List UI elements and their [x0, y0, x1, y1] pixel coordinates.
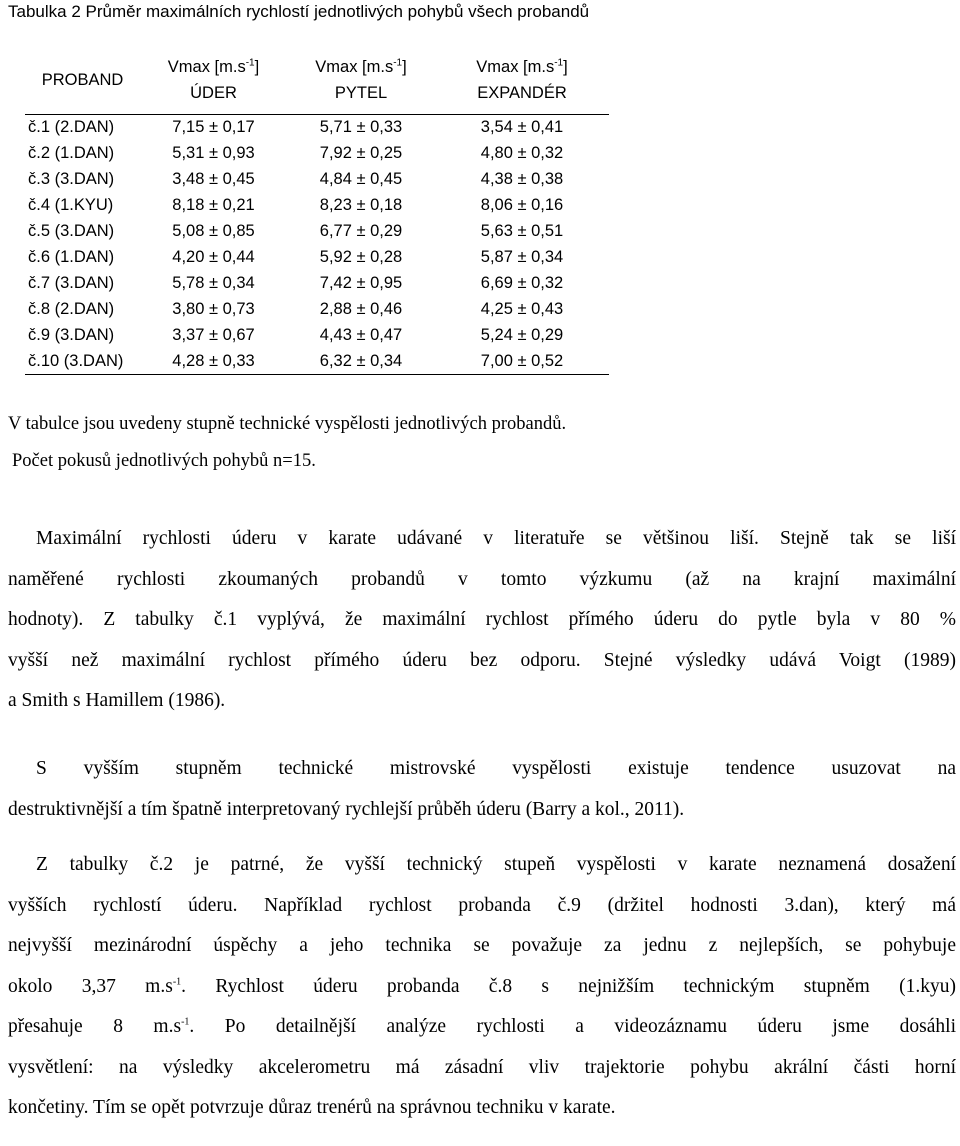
pytel-cell: 4,84 ± 0,45 — [319, 169, 403, 188]
pytel-cell: 6,32 ± 0,34 — [287, 349, 435, 375]
expander-cell: 5,87 ± 0,34 — [480, 248, 564, 267]
text-line: vysvětlení: na výsledky akcelerometru má zásadní vliv trajektorie pohybu akrální části horní — [8, 1056, 956, 1078]
table-row — [25, 271, 609, 297]
table-row — [25, 114, 609, 140]
table-note-trials: Počet pokusů jednotlivých pohybů n=15. — [12, 451, 316, 471]
uder-cell: 4,20 ± 0,44 — [172, 248, 255, 267]
text-line: destruktivnější a tím špatně interpretovaný rychlejší průběh úderu (Barry a kol., 2011). — [8, 798, 685, 820]
expander-cell: 8,06 ± 0,16 — [480, 195, 564, 214]
pytel-cell: 5,92 ± 0,28 — [319, 248, 403, 267]
header-pytel: Vmax $[m.s^{-1}]$ PYTEL — [315, 57, 407, 102]
expander-cell: 4,38 ± 0,38 — [480, 169, 564, 188]
proband-cell: č.10 (3.DAN) — [25, 349, 140, 375]
proband-cell: č.8 (2.DAN) — [28, 300, 115, 319]
text-line: končetiny. Tím se opět potvrzuje důraz trenérů na správnou techniku v karate. — [8, 1097, 616, 1118]
text-line: nejvyšší mezinárodní úspěchy a jeho technika se považuje za jednu z nejlepších, se pohybuje — [8, 935, 956, 956]
uder-cell: 3,37 ± 0,67 — [172, 326, 255, 345]
uder-cell: 7,15 ± 0,17 — [140, 114, 287, 140]
pytel-cell: 4,43 ± 0,47 — [319, 326, 403, 345]
paragraph-3 — [8, 845, 956, 1129]
table-row — [25, 349, 609, 375]
uder-cell: 3,48 ± 0,45 — [172, 169, 255, 188]
proband-cell: č.1 (2.DAN) — [25, 114, 140, 140]
table-row — [25, 192, 609, 218]
proband-cell: č.9 (3.DAN) — [28, 326, 115, 345]
table-row — [25, 140, 609, 166]
pytel-cell: 7,92 ± 0,25 — [319, 143, 403, 162]
table-row — [25, 297, 609, 323]
text-line: vyšší než maximální rychlost přímého úderu bez odporu. Stejné výsledky udává Voigt (1989) — [8, 649, 956, 671]
pytel-cell: 8,23 ± 0,18 — [319, 195, 403, 214]
paragraph-1 — [8, 519, 956, 722]
paragraph-2 — [8, 749, 956, 830]
table-header-row — [25, 46, 609, 114]
uder-cell: 8,18 ± 0,21 — [172, 195, 255, 214]
table-row — [25, 218, 609, 244]
expander-cell: 4,25 ± 0,43 — [480, 300, 564, 319]
uder-cell: 5,08 ± 0,85 — [172, 221, 255, 240]
expander-cell: 7,00 ± 0,52 — [435, 349, 609, 375]
text-line: vyšších rychlostí úderu. Například rychlost probanda č.9 (držitel hodnosti 3.dan), který má — [8, 894, 956, 916]
text-line: okolo 3,37 $m.s^{-1}$. Rychlost úderu probanda č.8 s nejnižším technickým stupněm (1.kyu) — [8, 975, 956, 997]
uder-cell: 4,28 ± 0,33 — [140, 349, 287, 375]
table-note-ranks: V tabulce jsou uvedeny stupně technické vyspělosti jednotlivých probandů. — [8, 414, 567, 434]
table-row — [25, 244, 609, 270]
expander-cell: 5,63 ± 0,51 — [480, 221, 564, 240]
text-line: S vyšším stupněm technické mistrovské vyspělosti existuje tendence usuzovat na — [36, 758, 956, 779]
header-proband: PROBAND — [41, 70, 124, 89]
pytel-cell: 5,71 ± 0,33 — [287, 114, 435, 140]
table-row — [25, 166, 609, 192]
table-row — [25, 323, 609, 349]
expander-cell: 6,69 ± 0,32 — [480, 274, 564, 293]
text-line: Z tabulky č.2 je patrné, že vyšší technický stupeň vyspělosti v karate neznamená dosažení — [36, 854, 956, 875]
proband-cell: č.3 (3.DAN) — [28, 169, 115, 188]
proband-cell: č.7 (3.DAN) — [28, 274, 115, 293]
pytel-cell: 7,42 ± 0,95 — [319, 274, 403, 293]
text-line: přesahuje 8 $m.s^{-1}$. Po detailnější analýze rychlosti a videozáznamu úderu jsme dosáhli — [8, 1016, 956, 1037]
header-uder: Vmax $[m.s^{-1}]$ ÚDER — [167, 57, 260, 102]
proband-cell: č.4 (1.KYU) — [28, 195, 114, 214]
expander-cell: 3,54 ± 0,41 — [435, 114, 609, 140]
table-caption: Tabulka 2 Průměr maximálních rychlostí jednotlivých pohybů všech probandů — [8, 2, 590, 21]
text-line: naměřené rychlosti zkoumaných probandů v tomto výzkumu (až na krajní maximální — [8, 568, 956, 590]
uder-cell: 5,78 ± 0,34 — [172, 274, 255, 293]
text-line: a Smith s Hamillem (1986). — [8, 690, 226, 711]
text-line: hodnoty). Z tabulky č.1 vyplývá, že maximální rychlost přímého úderu do pytle byla v 80 % — [8, 609, 956, 630]
header-expander: Vmax $[m.s^{-1}]$ EXPANDÉR — [476, 57, 568, 102]
expander-cell: 4,80 ± 0,32 — [480, 143, 564, 162]
pytel-cell: 6,77 ± 0,29 — [319, 221, 403, 240]
uder-cell: 5,31 ± 0,93 — [172, 143, 255, 162]
uder-cell: 3,80 ± 0,73 — [172, 300, 255, 319]
proband-cell: č.6 (1.DAN) — [28, 248, 115, 267]
proband-cell: č.5 (3.DAN) — [28, 221, 115, 240]
proband-cell: č.2 (1.DAN) — [28, 143, 115, 162]
expander-cell: 5,24 ± 0,29 — [480, 326, 564, 345]
pytel-cell: 2,88 ± 0,46 — [319, 300, 403, 319]
text-line: Maximální rychlosti úderu v karate udávané v literatuře se většinou liší. Stejně tak se liší — [36, 528, 956, 549]
speed-table — [25, 46, 609, 375]
